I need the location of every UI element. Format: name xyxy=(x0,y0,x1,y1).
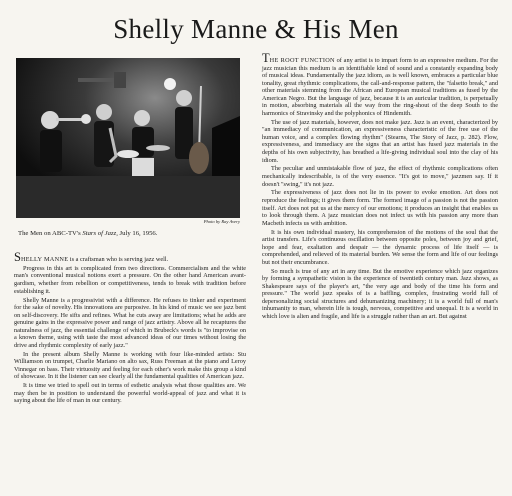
left-lead-rest: is a craftsman who is serving jazz well. xyxy=(68,256,169,263)
left-lead-paragraph xyxy=(14,250,246,264)
left-lead-caps: HELLY MANNE xyxy=(20,256,69,263)
left-paragraph: Progress in this art is complicated from two directions. Commercialism and the white man's conventional musical notions exert a pressure. On the other hand American avant-gardism, whether from rebellion or competitiveness, tends to break with tradition before establishing it. xyxy=(14,264,246,295)
caption-suffix: July 16, 1956. xyxy=(117,230,158,237)
left-paragraph: Shelly Manne is a progressivist with a difference. He refuses to tinker and experiment for the sake of novelty. His innovations are purposive. In his kind of music we see jazz bent on self-discovery. He sifts and refines. What he cuts away are limitations; what he adds are genuine gains in the expressive power and range of jazz artistry. Above all he recaptures the naturalness of jazz, the essential challenge of which in Brubeck's words is "to improvise on a known theme, using with taste the most advanced ideas of our times without losing the drive and rhythmic complexity of early jazz." xyxy=(14,296,246,349)
right-column xyxy=(262,51,498,322)
left-dropcap: S xyxy=(14,250,21,264)
band-photo xyxy=(16,58,240,218)
right-lead-caps: HE ROOT FUNCTION xyxy=(269,57,335,64)
right-paragraph: The use of jazz materials, however, does not make jazz. Jazz is an event, characterized by "an immediacy of communication, an expressiveness characteristic of the free use of the human voice, and a complex flowing rhythm" (Stearns, The Story of Jazz, p. 282). Flow, expressiveness, and immediacy are the signs that an artist has fused jazz materials in the depths of his own subjectivity, has breathed a life-giving individual soul into the clay of his idiom. xyxy=(262,118,498,164)
photo-caption xyxy=(18,230,242,237)
band-photo-image xyxy=(16,58,240,218)
photo-credit: Photo by Ray Avery xyxy=(203,219,240,224)
caption-prefix: The Men on ABC-TV's xyxy=(18,230,83,237)
left-column xyxy=(14,250,246,406)
caption-show: Stars of Jazz, xyxy=(82,230,118,237)
right-paragraph: The peculiar and unmistakable flow of jazz, the effect of rhythmic complications often mechanically indescribable, is of the very essence. "It's got to move," jazzmen say. If it doesn't "swing," it's not jazz. xyxy=(262,165,498,188)
right-lead-paragraph xyxy=(262,51,498,117)
right-paragraph: The expressiveness of jazz does not lie in its power to evoke emotion. Art does not reproduce the feelings; it gives them form. The formed image of a passion is not the passion itself. Art does not put us at the mercy of our emotions; it produces an insight that enables us to look through them. A jazz musician does not infect us with his passion any more than Macbeth infects us with ambition. xyxy=(262,189,498,227)
right-paragraph: So much is true of any art in any time. But the emotive experience which jazz organizes by forming a sympathetic vision is the experience of twentieth century man. Jazz shows, as Shakespeare says of the player's art, "the very age and body of the time his form and pressure." The world jazz speaks of is a baffling, complex, frustrating world full of depersonalizing social structures and dehumanizing machinery; it is a world full of man's inhumanity to man, wherein life is tough, nervous, competitive and unequal. It is a world in which love is alien and fragile, and life is a struggle rather than an art. But against xyxy=(262,267,498,320)
right-lead-rest: of any artist is to impart form to an expressive medium. For the jazz musician this medium is an identifiable kind of sound and a constantly expanding body of musical ideas. Fundamentally the jazz idiom, as is well known, embraces a particular blue tonality, great rhythmic complications, the call-and-response pattern, the "falsetto break," and other materials stemming from the African and European musical traditions as fused by the American Negro. But the language of jazz, because it is an auricular tradition, is perpetually in motion, absorbing materials all the way from the ring-shout of the deep South to the harmonics of Stravinsky and the polyphonics of Hindemith. xyxy=(262,57,498,117)
right-paragraph: It is his own individual mastery, his comprehension of the motions of the soul that the artist transfers. Life's continuous oscillation between opposite poles, between joy and grief, hope and fear, exaltation and despair — the dynamic process of life itself — is comprehended, and relieved of its material burden. We sense the form and life of our feelings but not their encumbrance. xyxy=(262,228,498,266)
left-paragraph: It is time we tried to spell out in terms of esthetic analysis what those qualities are. We may then be in position to understand the powerful world-appeal of jazz and what it is saying about the life of man in our century. xyxy=(14,382,246,405)
left-paragraph: In the present album Shelly Manne is working with four like-minded artists: Stu Williamson on trumpet, Charlie Mariano on alto sax, Russ Freeman at the piano and Leroy Vinnegar on bass. Their virtuosity and feeling for each other's work make this group a kind of showcase. In it the listener can see clearly all the fundamental qualities of American jazz. xyxy=(14,350,246,381)
page-title: Shelly Manne & His Men xyxy=(113,14,399,44)
right-dropcap: T xyxy=(262,51,270,65)
